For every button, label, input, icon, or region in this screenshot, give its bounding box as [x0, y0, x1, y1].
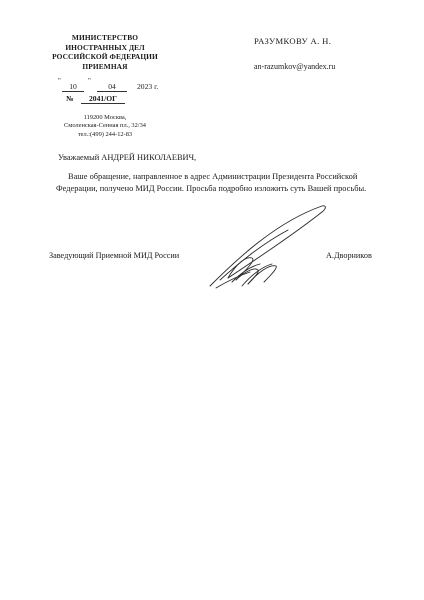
recipient-name: РАЗУМКОВУ А. Н. [254, 36, 332, 46]
number-sign: № [66, 94, 74, 103]
address-line: тел.:(499) 244-12-83 [77, 130, 133, 138]
signatory-title: Заведующий Приемной МИД России [49, 251, 180, 260]
body-line: Ваше обращение, направленное в адрес Администрации Президента Российской [68, 172, 358, 181]
address-line: Смоленская-Сенная пл., 32/34 [64, 122, 146, 130]
date-month: 04 [97, 82, 127, 92]
address-line: 119200 Москва, [83, 114, 127, 121]
signatory-name: А.Дворников [326, 251, 372, 260]
sender-address [40, 114, 170, 139]
date-close-quote: " [88, 77, 91, 85]
letter-date [40, 77, 180, 94]
org-line: ПРИЕМНАЯ [82, 61, 128, 71]
body-line: Федерации, получено МИД России. Просьба подробно изложить суть Вашей просьбы. [56, 183, 367, 193]
number-value: 2041/ОГ [81, 94, 125, 104]
recipient-email: an-razumkov@yandex.ru [254, 62, 336, 71]
salutation: Уважаемый АНДРЕЙ НИКОЛАЕВИЧ, [58, 153, 197, 162]
org-line: ИНОСТРАННЫХ ДЕЛ [65, 42, 145, 52]
handwritten-signature [206, 200, 330, 292]
org-line: РОССИЙСКОЙ ФЕДЕРАЦИИ [52, 52, 158, 62]
letter-body [56, 171, 396, 195]
date-day: 10 [62, 82, 84, 92]
org-line: МИНИСТЕРСТВО [71, 33, 139, 42]
date-year: 2023 г. [137, 82, 159, 91]
sender-organization [40, 33, 170, 71]
date-open-quote: " [58, 77, 61, 85]
